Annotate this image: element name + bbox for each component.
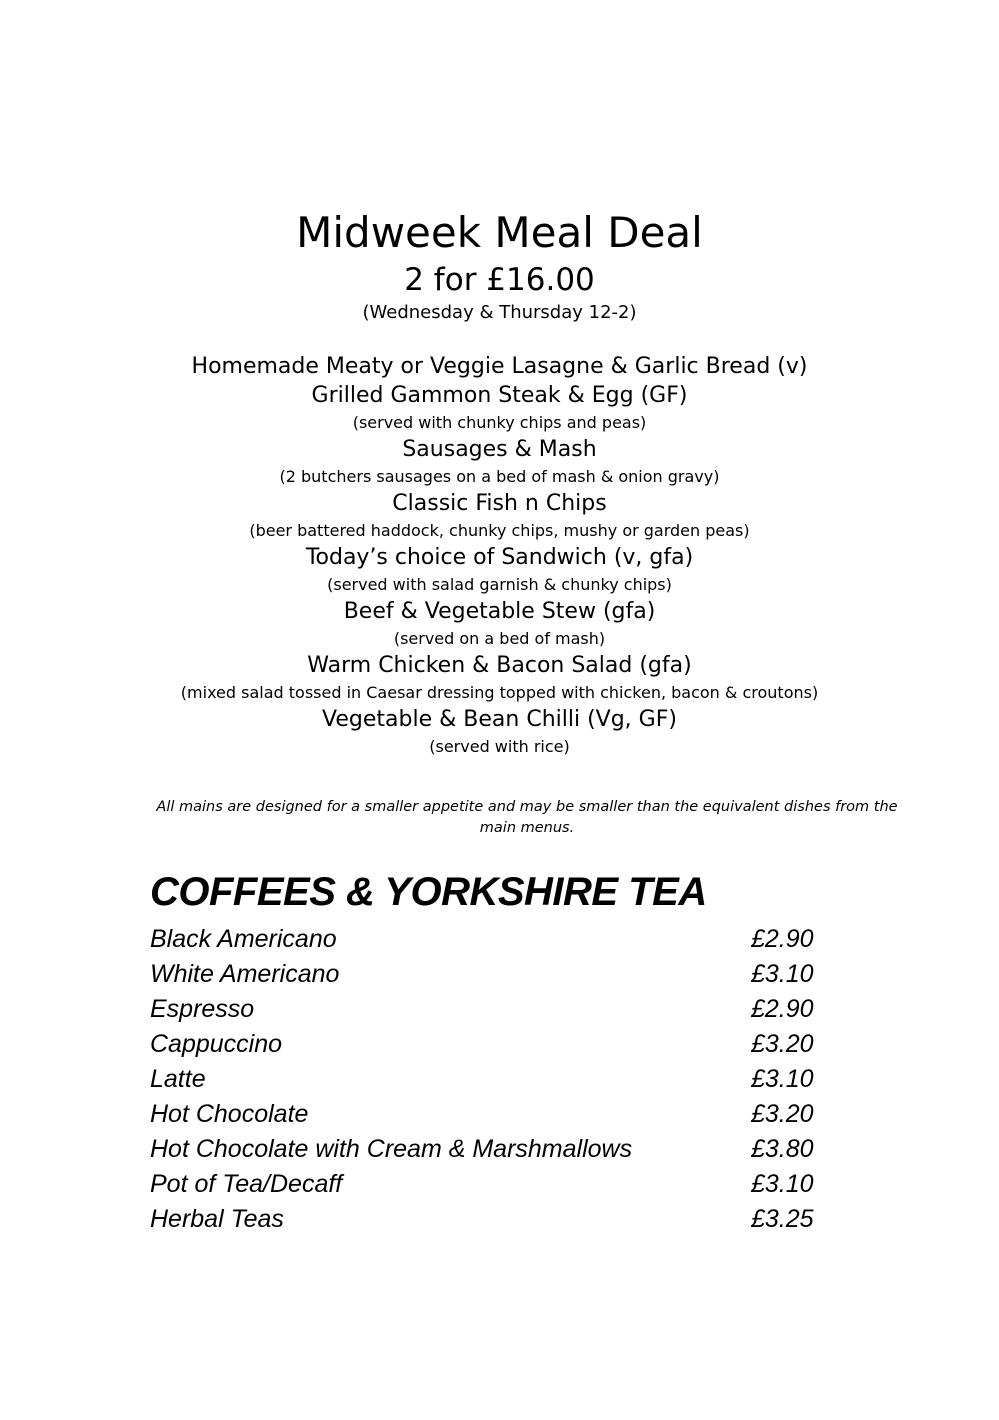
coffee-heading: COFFEES & YORKSHIRE TEA [150, 870, 707, 914]
meal-deal-list [0, 352, 999, 759]
coffee-row [150, 1062, 850, 1097]
coffee-row [150, 1097, 850, 1132]
coffee-row [150, 957, 850, 992]
meal-deal-footnote: All mains are designed for a smaller appetite and may be smaller than the equivalent dishes from the main menus. [156, 799, 898, 836]
meal-item-description: (served on a bed of mash) [393, 629, 606, 648]
coffee-price: £3.10 [751, 1170, 814, 1198]
meal-item [0, 352, 999, 381]
coffee-price: £3.20 [751, 1030, 814, 1058]
coffee-price: £3.80 [751, 1135, 814, 1163]
meal-item-name: Today’s choice of Sandwich (v, gfa) [305, 545, 694, 570]
meal-item-name: Homemade Meaty or Veggie Lasagne & Garlic Bread (v) [191, 354, 808, 379]
meal-item [0, 489, 999, 543]
meal-item [0, 597, 999, 651]
meal-item [0, 651, 999, 705]
meal-deal-title: Midweek Meal Deal [296, 208, 703, 257]
meal-item-description: (served with salad garnish & chunky chips) [327, 575, 672, 594]
coffee-row [150, 992, 850, 1027]
coffee-price: £2.90 [751, 995, 814, 1023]
meal-item-description: (served with chunky chips and peas) [352, 413, 647, 432]
coffee-row [150, 1167, 850, 1202]
meal-item [0, 543, 999, 597]
coffee-price: £3.10 [751, 960, 814, 988]
coffee-price: £2.90 [751, 925, 814, 953]
meal-deal-days: (Wednesday & Thursday 12-2) [362, 302, 637, 323]
meal-item [0, 435, 999, 489]
meal-deal-price: 2 for £16.00 [404, 262, 595, 298]
coffee-name: Latte [150, 1065, 206, 1093]
meal-item-description: (served with rice) [429, 737, 570, 756]
meal-item-description: (beer battered haddock, chunky chips, mushy or garden peas) [249, 521, 750, 540]
coffee-name: Black Americano [150, 925, 337, 953]
coffee-name: Espresso [150, 995, 255, 1023]
coffee-name: Hot Chocolate [150, 1100, 309, 1128]
meal-deal-section [0, 206, 999, 759]
coffee-name: Pot of Tea/Decaff [150, 1170, 343, 1198]
meal-item-name: Vegetable & Bean Chilli (Vg, GF) [322, 707, 677, 732]
coffee-name: Cappuccino [150, 1030, 283, 1058]
meal-item-description: (mixed salad tossed in Caesar dressing topped with chicken, bacon & croutons) [180, 683, 819, 702]
coffee-name: Herbal Teas [150, 1205, 284, 1233]
meal-item-name: Sausages & Mash [402, 437, 597, 462]
coffee-price: £3.25 [751, 1205, 814, 1233]
meal-item-name: Grilled Gammon Steak & Egg (GF) [311, 383, 688, 408]
coffee-row [150, 1202, 850, 1237]
meal-item [0, 381, 999, 435]
meal-item-name: Warm Chicken & Bacon Salad (gfa) [307, 653, 692, 678]
coffee-row [150, 1132, 850, 1167]
coffee-section [150, 866, 850, 1237]
meal-item-description: (2 butchers sausages on a bed of mash & onion gravy) [279, 467, 720, 486]
coffee-price: £3.10 [751, 1065, 814, 1093]
coffee-price: £3.20 [751, 1100, 814, 1128]
coffee-row [150, 1027, 850, 1062]
meal-item-name: Beef & Vegetable Stew (gfa) [343, 599, 656, 624]
meal-item [0, 705, 999, 759]
coffee-row [150, 922, 850, 957]
coffee-name: White Americano [150, 960, 340, 988]
meal-item-name: Classic Fish n Chips [392, 491, 607, 516]
coffee-name: Hot Chocolate with Cream & Marshmallows [150, 1135, 633, 1163]
